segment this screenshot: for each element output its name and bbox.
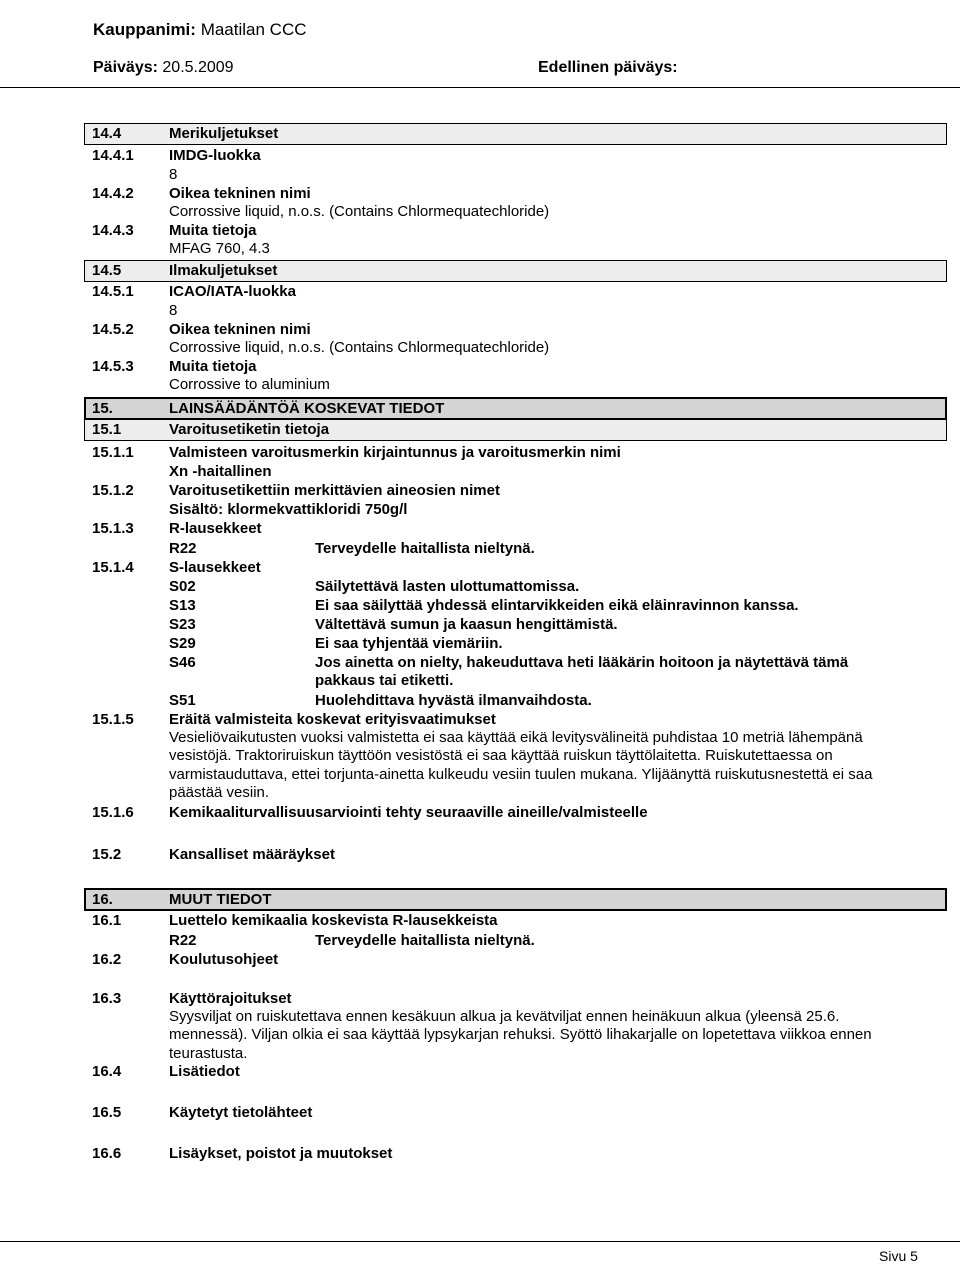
section-title: ICAO/IATA-luokka — [169, 283, 296, 300]
section-title: R-lausekkeet — [169, 520, 262, 537]
phrase-text: Säilytettävä lasten ulottumattomissa. — [315, 578, 580, 595]
section-number: 14.4 — [92, 125, 122, 142]
value-14-5-2: Corrossive liquid, n.o.s. (Contains Chlormequatechloride) — [169, 339, 550, 356]
section-number: 15.1.3 — [92, 520, 134, 537]
section-title: Merikuljetukset — [169, 125, 279, 142]
section-number: 16. — [92, 891, 113, 908]
section-title: Eräitä valmisteita koskevat erityisvaatimukset — [169, 711, 496, 728]
section-number: 16.5 — [92, 1104, 122, 1121]
section-title: Varoitusetiketin tietoja — [169, 421, 330, 438]
value-14-4-1: 8 — [169, 166, 178, 183]
phrase-code: R22 — [169, 932, 197, 949]
section-title: IMDG-luokka — [169, 147, 261, 164]
section-number: 16.2 — [92, 951, 122, 968]
header-divider — [0, 87, 960, 88]
phrase-text: Huolehdittava hyvästä ilmanvaihdosta. — [315, 692, 592, 709]
section-title: Varoitusetikettiin merkittävien aineosien nimet — [169, 482, 500, 499]
section-number: 16.3 — [92, 990, 122, 1007]
previous-date-label: Edellinen päiväys: — [538, 59, 678, 76]
section-number: 15.1.4 — [92, 559, 134, 576]
section-number: 15.1 — [92, 421, 122, 438]
value-14-5-3: Corrossive to aluminium — [169, 376, 330, 393]
phrase-text: Ei saa säilyttää yhdessä elintarvikkeiden eikä eläinravinnon kanssa. — [315, 597, 799, 614]
footer-divider — [0, 1241, 960, 1242]
date-label: Päiväys: — [93, 59, 158, 76]
section-number: 14.5.2 — [92, 321, 134, 338]
phrase-code: S46 — [169, 654, 196, 671]
section-title: Muita tietoja — [169, 222, 257, 239]
section-title: Koulutusohjeet — [169, 951, 279, 968]
section-number: 15. — [92, 400, 113, 417]
section-title: Käyttörajoitukset — [169, 990, 292, 1007]
page-number: Sivu 5 — [879, 1248, 918, 1264]
company-name — [93, 20, 307, 40]
section-title: MUUT TIEDOT — [169, 891, 272, 908]
section-number: 14.5.1 — [92, 283, 134, 300]
section-title: Lisätiedot — [169, 1063, 240, 1080]
phrase-text: Terveydelle haitallista nieltynä. — [315, 932, 535, 949]
date-value: 20.5.2009 — [162, 59, 234, 76]
section-number: 15.1.2 — [92, 482, 134, 499]
value-14-4-3: MFAG 760, 4.3 — [169, 240, 270, 257]
company-label: Kauppanimi: — [93, 20, 196, 39]
phrase-code: S13 — [169, 597, 196, 614]
phrase-code: S02 — [169, 578, 196, 595]
phrase-text: Vältettävä sumun ja kaasun hengittämistä. — [315, 616, 618, 633]
phrase-code: S23 — [169, 616, 196, 633]
section-number: 15.1.1 — [92, 444, 134, 461]
section-title: S-lausekkeet — [169, 559, 261, 576]
section-number: 16.6 — [92, 1145, 122, 1162]
section-number: 15.1.6 — [92, 804, 134, 821]
section-number: 14.4.3 — [92, 222, 134, 239]
value-15-1-1: Xn -haitallinen — [169, 463, 272, 480]
phrase-text: Jos ainetta on nielty, hakeuduttava heti lääkärin hoitoon ja näytettävä tämä pakkaus tai etiketti. — [315, 654, 849, 689]
section-title: Käytetyt tietolähteet — [169, 1104, 313, 1121]
section-title: Luettelo kemikaalia koskevista R-lausekkeista — [169, 912, 498, 929]
phrase-text: Terveydelle haitallista nieltynä. — [315, 540, 535, 557]
section-number: 15.1.5 — [92, 711, 134, 728]
section-number: 16.1 — [92, 912, 122, 929]
section-title: Kemikaaliturvallisuusarviointi tehty seuraaville aineille/valmisteelle — [169, 804, 648, 821]
paragraph-16-3: Syysviljat on ruiskutettava ennen kesäkuun alkua ja kevätviljat ennen heinäkuun alkua (yleensä 25.6. mennessä). Viljan olkia ei saa käyttää lypsykarjan rehuksi. Syöttö lihakarjalle on lopetettava viikkoa ennen teurastusta. — [169, 1008, 872, 1062]
section-number: 14.4.2 — [92, 185, 134, 202]
section-title: Lisäykset, poistot ja muutokset — [169, 1145, 393, 1162]
section-title: Kansalliset määräykset — [169, 846, 335, 863]
value-14-5-1: 8 — [169, 302, 178, 319]
date — [93, 59, 234, 77]
section-title: Oikea tekninen nimi — [169, 185, 311, 202]
section-title: LAINSÄÄDÄNTÖÄ KOSKEVAT TIEDOT — [169, 400, 445, 417]
paragraph-15-1-5: Vesieliövaikutusten vuoksi valmistetta ei saa käyttää eikä levitysvälineitä puhdistaa 10 metriä lähempänä vesistöjä. Traktoriruiskun täyttöön vesistöstä ei saa käyttää ruiskun täyttölaitetta. Ruiskutettaessa on varmistauduttava, ettei torjunta-ainetta kulkeudu vesiin tuulen mukana. Ylijäänyttä ruiskutusnestettä ei saa päästää vesiin. — [169, 729, 873, 801]
value-14-4-2: Corrossive liquid, n.o.s. (Contains Chlormequatechloride) — [169, 203, 550, 220]
section-number: 16.4 — [92, 1063, 122, 1080]
section-title: Oikea tekninen nimi — [169, 321, 311, 338]
phrase-code: S51 — [169, 692, 196, 709]
value-15-1-2: Sisältö: klormekvattikloridi 750g/l — [169, 501, 408, 518]
section-number: 14.4.1 — [92, 147, 134, 164]
section-title: Muita tietoja — [169, 358, 257, 375]
section-number: 14.5 — [92, 262, 122, 279]
section-number: 15.2 — [92, 846, 122, 863]
phrase-code: R22 — [169, 540, 197, 557]
phrase-text: Ei saa tyhjentää viemäriin. — [315, 635, 503, 652]
phrase-code: S29 — [169, 635, 196, 652]
company-value: Maatilan CCC — [200, 20, 307, 39]
section-number: 14.5.3 — [92, 358, 134, 375]
section-title: Valmisteen varoitusmerkin kirjaintunnus ja varoitusmerkin nimi — [169, 444, 621, 461]
section-title: Ilmakuljetukset — [169, 262, 278, 279]
